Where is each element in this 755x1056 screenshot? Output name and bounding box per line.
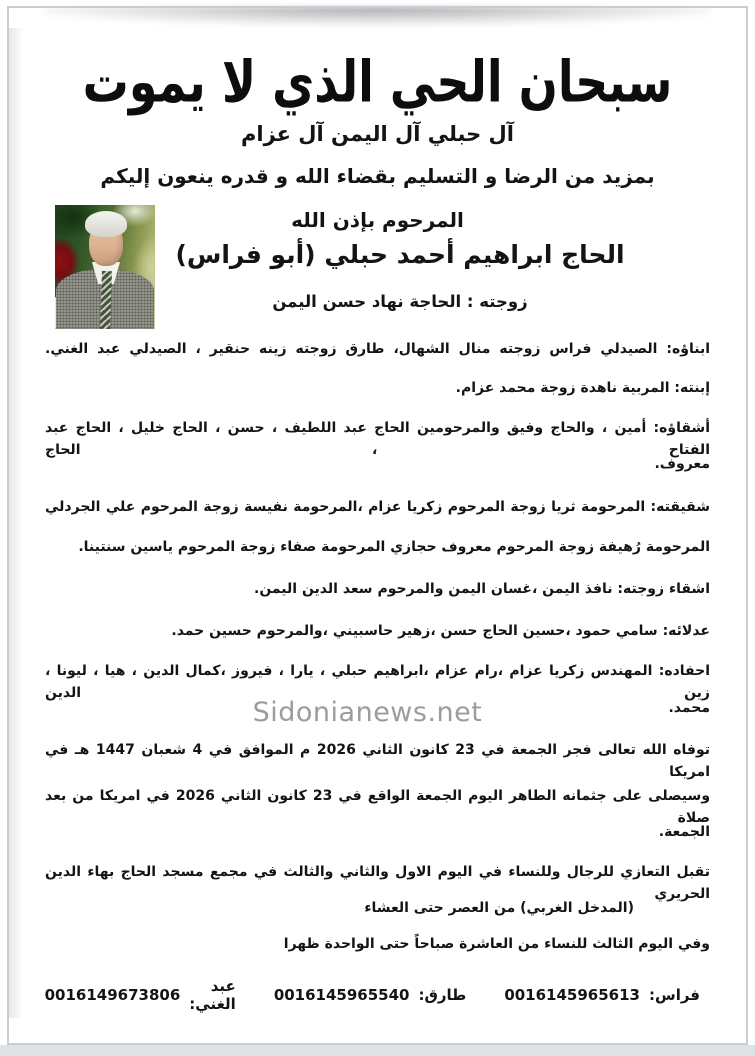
wife-line: زوجته : الحاجة نهاد حسن اليمن [272, 292, 528, 311]
line-condolences-women: وفي اليوم الثالث للنساء من العاشرة صباحاً حتى الواحدة ظهرا [283, 936, 710, 952]
photo-striped-tie [100, 271, 112, 329]
line-wife-brothers: اشقاء زوجته: نافذ اليمن ،غسان اليمن والمرحوم سعد الدين اليمن. [254, 581, 710, 597]
line-condolences: تقبل التعازي للرجال وللنساء في اليوم الاول والثاني والثالث في مجمع مسجد الحاج بهاء الدين الحريري [45, 864, 710, 902]
photo-white-hair [85, 211, 127, 237]
line-brothers-continuation: معروف. [654, 456, 710, 472]
sidonianews-watermark: Sidonianews.net [252, 697, 483, 728]
contact-label: عبد الغني: [189, 977, 236, 1013]
contact-abdel-ghani [45, 977, 236, 1013]
line-daughter: إبنته: المربية ناهدة زوجة محمد عزام. [455, 380, 710, 396]
line-death-date: توفاه الله تعالى فجر الجمعة في 23 كانون الثاني 2026 م الموافق في 4 شعبان 1447 هـ في امريكا [45, 742, 710, 780]
deceased-intro: المرحوم بإذن الله [291, 208, 464, 232]
line-grandchildren-continuation: محمد. [668, 700, 710, 716]
calligraphy-header: سبحان الحي الذي لا يموت [82, 47, 673, 116]
line-brothers: أشقاؤه: أمين ، والحاج وفيق والمرحومين الحاج عبد اللطيف ، حسن ، الحاج خليل ، الحاج عبد الفتاح ، الحاج [45, 420, 710, 458]
line-funeral-prayer: وسيصلى على جثمانه الطاهر اليوم الجمعة الواقع في 23 كانون الثاني 2026 في امريكا من بعد صلاة [45, 788, 711, 826]
contact-tarek [274, 986, 467, 1004]
deceased-name: الحاج ابراهيم أحمد حبلي (أبو فراس) [175, 240, 625, 269]
line-sisters-continuation: المرحومة رُهيفة زوجة المرحوم معروف حجازي المرحومة صفاء زوجة المرحوم ياسين سنتينا. [78, 539, 710, 555]
announcement-line: بمزيد من الرضا و التسليم بقضاء الله و قدره ينعون إليكم [100, 164, 655, 188]
scan-shadow [45, 7, 710, 29]
line-sons: ابناؤه: الصيدلي فراس زوجته منال الشهال، طارق زوجته زينه حنقير ، الصيدلي عبد الغني. [45, 341, 710, 357]
contact-label: فراس: [649, 986, 700, 1004]
page-bottom-edge [0, 1045, 755, 1056]
line-grandchildren: احفاده: المهندس زكريا عزام ،رام عزام ،ابراهيم حبلي ، يارا ، فيروز ،كمال الدين ، هيا ، ليونا ، زين الدين [45, 663, 710, 701]
line-sisters: شقيقته: المرحومة ثريا زوجة المرحوم زكريا عزام ،المرحومة نفيسة زوجة المرحوم علي الجردلي [45, 499, 710, 515]
line-funeral-continuation: الجمعة. [658, 824, 710, 840]
contact-phone: 0016145965540 [273, 986, 410, 1004]
line-condolences-entrance: (المدخل الغربي) من العصر حتى العشاء [364, 900, 634, 916]
contact-label: طارق: [418, 986, 467, 1004]
family-title: آل حبلي آل اليمن آل عزام [241, 122, 514, 146]
contact-phone: 0016145965613 [504, 986, 640, 1004]
line-brothers-in-law: عدلائه: سامي حمود ،حسين الحاج حسن ،زهير حاسبيني ،والمرحوم حسين حمد. [171, 623, 710, 639]
contacts-row [45, 977, 700, 1013]
deceased-photo [55, 205, 155, 329]
contact-firas [504, 986, 700, 1004]
contact-phone: 0016149673806 [44, 986, 181, 1004]
